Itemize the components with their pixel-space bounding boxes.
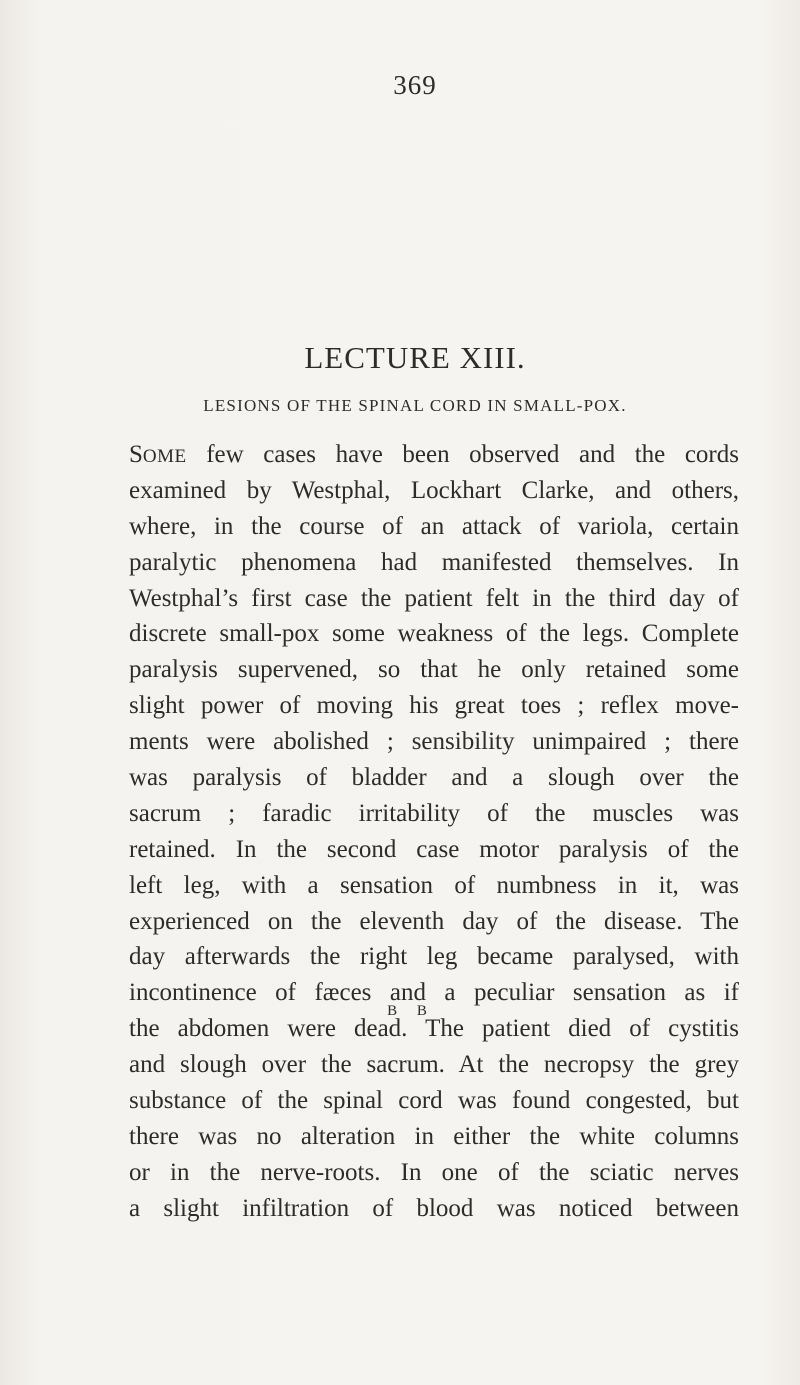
text-line: day afterwards the right leg became paralysed, with <box>129 943 739 971</box>
text-line: ments were abolished ; sensibility unimpaired ; there <box>129 728 739 756</box>
text-line: slight power of moving his great toes ; reflex move- <box>129 692 739 720</box>
text-line: incontinence of fæces and a peculiar sensation as if <box>129 979 739 1007</box>
small-caps-rest: OME <box>142 446 187 467</box>
text-line: examined by Westphal, Lockhart Clarke, and others, <box>129 476 739 504</box>
text-line: Westphal’s first case the patient felt in the third day of <box>129 584 739 612</box>
body-paragraph <box>129 437 739 1227</box>
text-line: retained. In the second case motor paralysis of the <box>129 835 739 863</box>
text-line: a slight infiltration of blood was noticed between <box>129 1194 739 1222</box>
first-line-text: few cases have been observed and the cords <box>186 441 739 468</box>
text-line: substance of the spinal cord was found congested, but <box>129 1087 739 1115</box>
small-caps-initial: S <box>129 441 143 468</box>
chapter-subtitle: LESIONS OF THE SPINAL CORD IN SMALL-POX. <box>203 396 627 415</box>
text-line: was paralysis of bladder and a slough over the <box>129 764 739 792</box>
text-line: there was no alteration in either the white columns <box>129 1122 739 1150</box>
text-line: sacrum ; faradic irritability of the muscles was <box>129 799 739 827</box>
page-number: 369 <box>393 70 437 100</box>
text-line: the abdomen were dead. The patient died of cystitis <box>129 1015 739 1043</box>
text-line: where, in the course of an attack of variola, certain <box>129 512 739 540</box>
text-line: or in the nerve-roots. In one of the sciatic nerves <box>129 1158 739 1186</box>
text-line: paralytic phenomena had manifested themselves. In <box>129 548 739 576</box>
lecture-title: LECTURE XIII. <box>304 340 526 375</box>
text-line: experienced on the eleventh day of the disease. The <box>129 907 739 935</box>
text-line: and slough over the sacrum. At the necropsy the grey <box>129 1051 739 1079</box>
text-line: paralysis supervened, so that he only retained some <box>129 656 739 684</box>
text-line: left leg, with a sensation of numbness in it, was <box>129 871 739 899</box>
text-line-first <box>129 437 739 473</box>
text-line: discrete small-pox some weakness of the legs. Complete <box>129 620 739 648</box>
printer-signature: B B <box>387 1003 435 1019</box>
